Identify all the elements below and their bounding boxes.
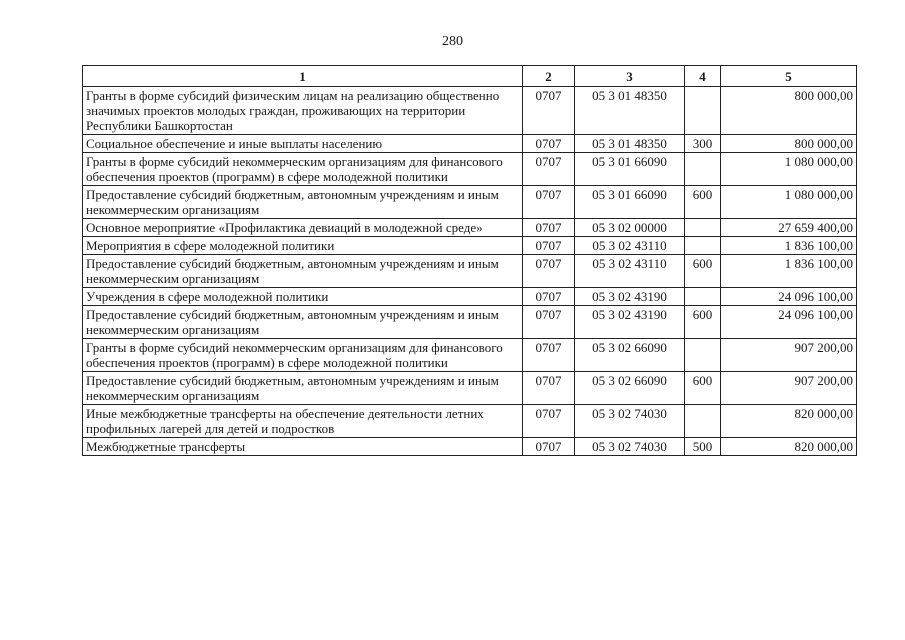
table-row — [83, 135, 857, 153]
cell-type: 600 — [685, 306, 721, 339]
column-header-amount: 5 — [721, 66, 857, 87]
cell-amount: 1 836 100,00 — [721, 255, 857, 288]
cell-name: Социальное обеспечение и иные выплаты населению — [83, 135, 523, 153]
cell-section: 0707 — [523, 339, 575, 372]
cell-name: Предоставление субсидий бюджетным, автономным учреждениям и иным некоммерческим организациям — [83, 306, 523, 339]
cell-amount: 820 000,00 — [721, 405, 857, 438]
cell-amount: 1 836 100,00 — [721, 237, 857, 255]
cell-name: Гранты в форме субсидий некоммерческим организациям для финансового обеспечения проектов (программ) в сфере молодежной политики — [83, 339, 523, 372]
cell-code: 05 3 01 48350 — [575, 87, 685, 135]
cell-section: 0707 — [523, 255, 575, 288]
table-body — [83, 87, 857, 456]
cell-amount: 24 096 100,00 — [721, 306, 857, 339]
cell-code: 05 3 02 43190 — [575, 288, 685, 306]
budget-table — [82, 65, 857, 456]
column-header-name: 1 — [83, 66, 523, 87]
cell-code: 05 3 02 66090 — [575, 372, 685, 405]
column-header-type: 4 — [685, 66, 721, 87]
cell-name: Межбюджетные трансферты — [83, 438, 523, 456]
cell-code: 05 3 02 00000 — [575, 219, 685, 237]
cell-amount: 800 000,00 — [721, 87, 857, 135]
cell-code: 05 3 01 48350 — [575, 135, 685, 153]
cell-amount: 820 000,00 — [721, 438, 857, 456]
cell-code: 05 3 02 43110 — [575, 255, 685, 288]
table-row — [83, 405, 857, 438]
column-header-code: 3 — [575, 66, 685, 87]
table-row — [83, 339, 857, 372]
cell-section: 0707 — [523, 438, 575, 456]
cell-name: Основное мероприятие «Профилактика девиаций в молодежной среде» — [83, 219, 523, 237]
cell-type: 600 — [685, 186, 721, 219]
cell-name: Предоставление субсидий бюджетным, автономным учреждениям и иным некоммерческим организациям — [83, 372, 523, 405]
cell-type: 600 — [685, 372, 721, 405]
table-row — [83, 288, 857, 306]
cell-section: 0707 — [523, 135, 575, 153]
cell-name: Предоставление субсидий бюджетным, автономным учреждениям и иным некоммерческим организациям — [83, 186, 523, 219]
column-header-section: 2 — [523, 66, 575, 87]
cell-type — [685, 339, 721, 372]
cell-name: Гранты в форме субсидий некоммерческим организациям для финансового обеспечения проектов (программ) в сфере молодежной политики — [83, 153, 523, 186]
cell-section: 0707 — [523, 306, 575, 339]
table-row — [83, 87, 857, 135]
cell-amount: 24 096 100,00 — [721, 288, 857, 306]
cell-section: 0707 — [523, 87, 575, 135]
cell-type: 600 — [685, 255, 721, 288]
table-row — [83, 372, 857, 405]
cell-type — [685, 219, 721, 237]
cell-name: Иные межбюджетные трансферты на обеспечение деятельности летних профильных лагерей для детей и подростков — [83, 405, 523, 438]
table-row — [83, 306, 857, 339]
page-number: 280 — [442, 34, 463, 49]
cell-name: Предоставление субсидий бюджетным, автономным учреждениям и иным некоммерческим организациям — [83, 255, 523, 288]
table-row — [83, 219, 857, 237]
table-row — [83, 153, 857, 186]
cell-amount: 907 200,00 — [721, 339, 857, 372]
cell-amount: 1 080 000,00 — [721, 186, 857, 219]
cell-code: 05 3 02 43110 — [575, 237, 685, 255]
cell-amount: 1 080 000,00 — [721, 153, 857, 186]
cell-type — [685, 237, 721, 255]
cell-code: 05 3 01 66090 — [575, 153, 685, 186]
cell-type: 500 — [685, 438, 721, 456]
cell-section: 0707 — [523, 153, 575, 186]
cell-section: 0707 — [523, 372, 575, 405]
table-row — [83, 438, 857, 456]
cell-code: 05 3 02 43190 — [575, 306, 685, 339]
cell-type — [685, 153, 721, 186]
cell-type: 300 — [685, 135, 721, 153]
cell-section: 0707 — [523, 288, 575, 306]
table-row — [83, 255, 857, 288]
cell-amount: 800 000,00 — [721, 135, 857, 153]
table-header-row — [83, 66, 857, 87]
cell-section: 0707 — [523, 219, 575, 237]
cell-amount: 907 200,00 — [721, 372, 857, 405]
cell-code: 05 3 02 74030 — [575, 438, 685, 456]
cell-section: 0707 — [523, 405, 575, 438]
cell-section: 0707 — [523, 186, 575, 219]
cell-name: Учреждения в сфере молодежной политики — [83, 288, 523, 306]
cell-type — [685, 405, 721, 438]
cell-type — [685, 87, 721, 135]
table-row — [83, 186, 857, 219]
cell-amount: 27 659 400,00 — [721, 219, 857, 237]
cell-code: 05 3 02 66090 — [575, 339, 685, 372]
cell-section: 0707 — [523, 237, 575, 255]
cell-name: Мероприятия в сфере молодежной политики — [83, 237, 523, 255]
cell-code: 05 3 01 66090 — [575, 186, 685, 219]
cell-name: Гранты в форме субсидий физическим лицам на реализацию общественно значимых проектов молодых граждан, проживающих на территории Республики Башкортостан — [83, 87, 523, 135]
cell-code: 05 3 02 74030 — [575, 405, 685, 438]
table-row — [83, 237, 857, 255]
cell-type — [685, 288, 721, 306]
